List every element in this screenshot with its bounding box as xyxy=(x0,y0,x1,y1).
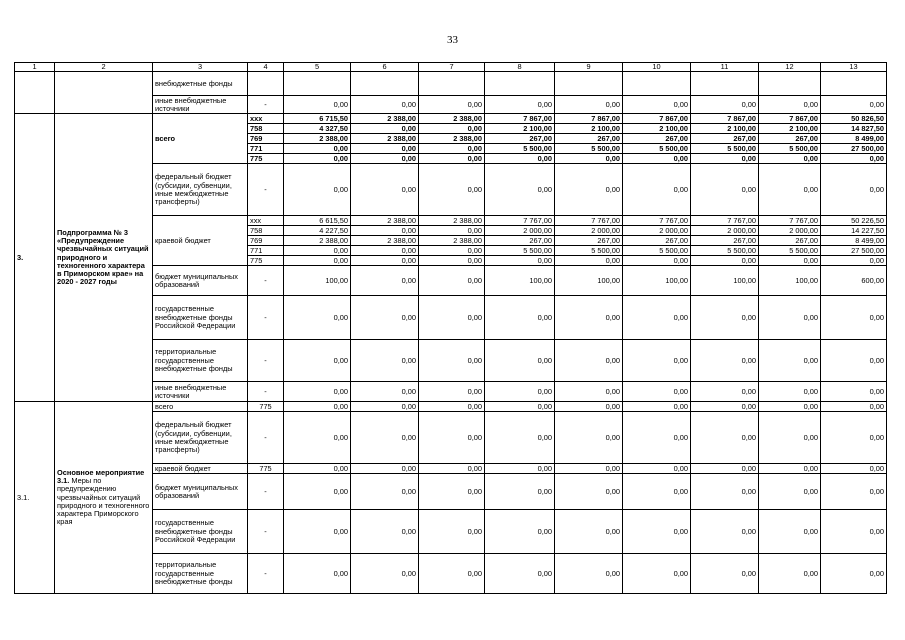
value-cell: 0,00 xyxy=(284,164,351,216)
value-cell: 0,00 xyxy=(555,474,623,510)
table-row xyxy=(15,72,887,96)
value-cell: 0,00 xyxy=(821,296,887,340)
budget-table xyxy=(14,62,887,594)
value-cell: 2 388,00 xyxy=(351,236,419,246)
column-number-row xyxy=(15,63,887,72)
value-cell: 0,00 xyxy=(623,164,691,216)
value-cell: 27 500,00 xyxy=(821,246,887,256)
value-cell: 0,00 xyxy=(485,402,555,412)
value-cell: 0,00 xyxy=(759,154,821,164)
column-number: 10 xyxy=(623,63,691,72)
value-cell: 5 500,00 xyxy=(691,246,759,256)
value-cell: 0,00 xyxy=(351,382,419,402)
value-cell: 0,00 xyxy=(419,266,485,296)
code-cell: - xyxy=(248,474,284,510)
value-cell: 2 100,00 xyxy=(485,124,555,134)
event-number: 3.1. xyxy=(15,402,55,594)
value-cell: 8 499,00 xyxy=(821,134,887,144)
value-cell: 0,00 xyxy=(691,96,759,114)
code-cell: 775 xyxy=(248,154,284,164)
value-cell: 2 388,00 xyxy=(419,216,485,226)
value-cell: 0,00 xyxy=(623,474,691,510)
funding-source: территориальные государственные внебюджетные фонды xyxy=(153,340,248,382)
value-cell: 5 500,00 xyxy=(759,144,821,154)
column-number: 11 xyxy=(691,63,759,72)
code-cell: xxx xyxy=(248,114,284,124)
funding-source: внебюджетные фонды xyxy=(153,72,248,96)
value-cell: 0,00 xyxy=(555,154,623,164)
value-cell: 2 100,00 xyxy=(759,124,821,134)
value-cell: 0,00 xyxy=(555,402,623,412)
value-cell: 0,00 xyxy=(691,554,759,594)
value-cell: 0,00 xyxy=(351,256,419,266)
code-cell: - xyxy=(248,412,284,464)
value-cell: 267,00 xyxy=(623,236,691,246)
column-number: 3 xyxy=(153,63,248,72)
value-cell: 0,00 xyxy=(821,340,887,382)
value-cell: 0,00 xyxy=(419,154,485,164)
value-cell: 0,00 xyxy=(351,266,419,296)
funding-source: бюджет муниципальных образований xyxy=(153,474,248,510)
code-cell: xxx xyxy=(248,216,284,226)
value-cell: 0,00 xyxy=(419,554,485,594)
funding-source: федеральный бюджет (субсидии, субвенции, иные межбюджетные трансферты) xyxy=(153,164,248,216)
event-title xyxy=(55,402,153,594)
code-cell: 775 xyxy=(248,256,284,266)
column-number: 12 xyxy=(759,63,821,72)
value-cell: 0,00 xyxy=(623,256,691,266)
value-cell: 0,00 xyxy=(555,296,623,340)
value-cell: 600,00 xyxy=(821,266,887,296)
column-number: 2 xyxy=(55,63,153,72)
value-cell: 0,00 xyxy=(759,96,821,114)
value-cell: 0,00 xyxy=(555,96,623,114)
value-cell: 0,00 xyxy=(419,464,485,474)
value-cell: 2 388,00 xyxy=(419,134,485,144)
value-cell: 0,00 xyxy=(284,340,351,382)
program-number: 3. xyxy=(15,114,55,402)
value-cell: 0,00 xyxy=(691,296,759,340)
value-cell: 100,00 xyxy=(284,266,351,296)
value-cell: 0,00 xyxy=(691,412,759,464)
funding-source: всего xyxy=(153,402,248,412)
value-cell: 5 500,00 xyxy=(555,246,623,256)
value-cell: 7 867,00 xyxy=(485,114,555,124)
value-cell: 0,00 xyxy=(284,464,351,474)
value-cell: 2 100,00 xyxy=(555,124,623,134)
value-cell: 0,00 xyxy=(419,96,485,114)
value-cell: 0,00 xyxy=(623,340,691,382)
value-cell: 7 767,00 xyxy=(759,216,821,226)
value-cell: 267,00 xyxy=(759,236,821,246)
value-cell: 2 100,00 xyxy=(691,124,759,134)
value-cell: 0,00 xyxy=(284,412,351,464)
value-cell: 0,00 xyxy=(419,474,485,510)
value-cell: 8 499,00 xyxy=(821,236,887,246)
value-cell: 0,00 xyxy=(691,474,759,510)
code-cell: 775 xyxy=(248,402,284,412)
value-cell: 2 388,00 xyxy=(284,134,351,144)
value-cell: 0,00 xyxy=(351,412,419,464)
value-cell: 0,00 xyxy=(691,164,759,216)
value-cell: 5 500,00 xyxy=(759,246,821,256)
code-cell: - xyxy=(248,510,284,554)
value-cell: 0,00 xyxy=(691,382,759,402)
value-cell: 0,00 xyxy=(485,474,555,510)
value-cell: 5 500,00 xyxy=(623,144,691,154)
value-cell: 0,00 xyxy=(623,510,691,554)
code-cell: - xyxy=(248,96,284,114)
value-cell: 267,00 xyxy=(485,134,555,144)
value-cell: 14 827,50 xyxy=(821,124,887,134)
value-cell: 0,00 xyxy=(555,412,623,464)
value-cell: 0,00 xyxy=(351,402,419,412)
value-cell: 0,00 xyxy=(691,464,759,474)
value-cell: 0,00 xyxy=(821,256,887,266)
code-cell xyxy=(248,72,284,96)
value-cell: 0,00 xyxy=(555,554,623,594)
code-cell: 769 xyxy=(248,134,284,144)
value-cell: 2 388,00 xyxy=(351,114,419,124)
value-cell: 0,00 xyxy=(485,554,555,594)
value-cell: 2 000,00 xyxy=(555,226,623,236)
value-cell: 0,00 xyxy=(419,412,485,464)
funding-source: государственные внебюджетные фонды Российской Федерации xyxy=(153,296,248,340)
table-row xyxy=(15,114,887,124)
value-cell: 0,00 xyxy=(284,510,351,554)
value-cell: 0,00 xyxy=(485,154,555,164)
value-cell: 0,00 xyxy=(351,464,419,474)
value-cell: 4 227,50 xyxy=(284,226,351,236)
funding-source: краевой бюджет xyxy=(153,464,248,474)
value-cell: 0,00 xyxy=(821,164,887,216)
column-number: 6 xyxy=(351,63,419,72)
value-cell: 0,00 xyxy=(351,474,419,510)
value-cell: 5 500,00 xyxy=(555,144,623,154)
value-cell: 0,00 xyxy=(419,296,485,340)
value-cell: 0,00 xyxy=(821,382,887,402)
value-cell: 0,00 xyxy=(351,226,419,236)
value-cell: 2 388,00 xyxy=(419,236,485,246)
table-row xyxy=(15,402,887,412)
funding-source: иные внебюджетные источники xyxy=(153,96,248,114)
value-cell: 0,00 xyxy=(485,96,555,114)
value-cell: 267,00 xyxy=(691,134,759,144)
value-cell: 100,00 xyxy=(555,266,623,296)
code-cell: 771 xyxy=(248,144,284,154)
value-cell: 0,00 xyxy=(759,164,821,216)
value-cell: 14 227,50 xyxy=(821,226,887,236)
value-cell: 0,00 xyxy=(623,382,691,402)
value-cell: 0,00 xyxy=(821,464,887,474)
code-cell: - xyxy=(248,382,284,402)
value-cell: 267,00 xyxy=(759,134,821,144)
column-number: 13 xyxy=(821,63,887,72)
value-cell: 0,00 xyxy=(419,164,485,216)
value-cell: 0,00 xyxy=(691,154,759,164)
value-cell: 0,00 xyxy=(419,124,485,134)
value-cell: 0,00 xyxy=(623,96,691,114)
value-cell: 267,00 xyxy=(555,134,623,144)
value-cell xyxy=(623,72,691,96)
value-cell: 5 500,00 xyxy=(691,144,759,154)
title-cell xyxy=(55,72,153,114)
value-cell: 2 388,00 xyxy=(351,134,419,144)
value-cell: 0,00 xyxy=(351,164,419,216)
value-cell: 7 867,00 xyxy=(759,114,821,124)
program-title: Подпрограмма № 3 «Предупреждение чрезвычайных ситуаций природного и техногенного характера в Приморском крае» на 2020 - 2027 годы xyxy=(55,114,153,402)
value-cell xyxy=(555,72,623,96)
value-cell xyxy=(351,72,419,96)
value-cell: 4 327,50 xyxy=(284,124,351,134)
value-cell: 0,00 xyxy=(419,402,485,412)
code-cell: - xyxy=(248,296,284,340)
value-cell xyxy=(284,72,351,96)
value-cell: 2 000,00 xyxy=(485,226,555,236)
value-cell: 0,00 xyxy=(485,382,555,402)
value-cell: 0,00 xyxy=(821,510,887,554)
value-cell: 0,00 xyxy=(821,154,887,164)
funding-source: территориальные государственные внебюджетные фонды xyxy=(153,554,248,594)
value-cell: 0,00 xyxy=(284,246,351,256)
value-cell: 0,00 xyxy=(623,154,691,164)
value-cell xyxy=(821,72,887,96)
value-cell: 2 000,00 xyxy=(623,226,691,236)
code-cell: 758 xyxy=(248,124,284,134)
value-cell: 0,00 xyxy=(555,340,623,382)
value-cell: 7 867,00 xyxy=(623,114,691,124)
value-cell: 0,00 xyxy=(555,382,623,402)
value-cell: 7 867,00 xyxy=(691,114,759,124)
budget-table-body xyxy=(15,63,887,594)
column-number: 8 xyxy=(485,63,555,72)
event-title-rest: Меры по предупреждению чрезвычайных ситуаций природного и техногенного характера Приморского края xyxy=(57,476,150,527)
value-cell: 0,00 xyxy=(419,226,485,236)
value-cell: 0,00 xyxy=(623,412,691,464)
value-cell: 0,00 xyxy=(351,296,419,340)
value-cell: 0,00 xyxy=(284,256,351,266)
value-cell xyxy=(419,72,485,96)
value-cell: 7 767,00 xyxy=(623,216,691,226)
value-cell: 267,00 xyxy=(623,134,691,144)
value-cell: 0,00 xyxy=(351,340,419,382)
value-cell: 0,00 xyxy=(759,554,821,594)
value-cell: 0,00 xyxy=(419,510,485,554)
page-number: 33 xyxy=(447,34,458,46)
value-cell: 0,00 xyxy=(691,510,759,554)
value-cell: 0,00 xyxy=(821,96,887,114)
value-cell: 0,00 xyxy=(284,554,351,594)
value-cell: 0,00 xyxy=(284,144,351,154)
value-cell: 0,00 xyxy=(419,340,485,382)
value-cell: 0,00 xyxy=(351,124,419,134)
funding-source: всего xyxy=(153,114,248,164)
value-cell: 0,00 xyxy=(623,402,691,412)
value-cell: 0,00 xyxy=(759,340,821,382)
number-cell xyxy=(15,72,55,114)
code-cell: 758 xyxy=(248,226,284,236)
value-cell: 0,00 xyxy=(759,510,821,554)
value-cell: 0,00 xyxy=(351,554,419,594)
value-cell: 0,00 xyxy=(821,412,887,464)
value-cell: 0,00 xyxy=(284,154,351,164)
value-cell: 2 388,00 xyxy=(419,114,485,124)
value-cell: 50 226,50 xyxy=(821,216,887,226)
value-cell: 0,00 xyxy=(623,554,691,594)
value-cell: 100,00 xyxy=(759,266,821,296)
value-cell: 0,00 xyxy=(759,296,821,340)
event-title-bold: Основное мероприятие 3.1. xyxy=(57,467,145,486)
funding-source: государственные внебюджетные фонды Российской Федерации xyxy=(153,510,248,554)
funding-source: краевой бюджет xyxy=(153,216,248,266)
value-cell: 2 000,00 xyxy=(691,226,759,236)
value-cell: 0,00 xyxy=(485,296,555,340)
column-number: 4 xyxy=(248,63,284,72)
value-cell: 0,00 xyxy=(555,464,623,474)
value-cell: 0,00 xyxy=(419,144,485,154)
value-cell: 0,00 xyxy=(623,296,691,340)
value-cell: 0,00 xyxy=(759,256,821,266)
value-cell: 100,00 xyxy=(623,266,691,296)
value-cell xyxy=(759,72,821,96)
code-cell: - xyxy=(248,340,284,382)
code-cell: 775 xyxy=(248,464,284,474)
value-cell: 0,00 xyxy=(284,382,351,402)
value-cell: 0,00 xyxy=(419,256,485,266)
value-cell: 0,00 xyxy=(284,474,351,510)
value-cell: 0,00 xyxy=(351,510,419,554)
value-cell: 7 767,00 xyxy=(555,216,623,226)
value-cell: 2 388,00 xyxy=(284,236,351,246)
value-cell: 0,00 xyxy=(759,464,821,474)
value-cell: 0,00 xyxy=(821,554,887,594)
value-cell: 267,00 xyxy=(691,236,759,246)
value-cell: 0,00 xyxy=(691,256,759,266)
code-cell: - xyxy=(248,266,284,296)
value-cell: 2 100,00 xyxy=(623,124,691,134)
value-cell: 0,00 xyxy=(691,402,759,412)
value-cell: 6 715,50 xyxy=(284,114,351,124)
value-cell: 0,00 xyxy=(284,296,351,340)
value-cell xyxy=(485,72,555,96)
value-cell: 6 615,50 xyxy=(284,216,351,226)
value-cell: 0,00 xyxy=(821,402,887,412)
column-number: 1 xyxy=(15,63,55,72)
value-cell: 5 500,00 xyxy=(485,144,555,154)
value-cell: 0,00 xyxy=(691,340,759,382)
value-cell: 0,00 xyxy=(351,246,419,256)
value-cell: 0,00 xyxy=(821,474,887,510)
value-cell: 0,00 xyxy=(759,402,821,412)
value-cell: 0,00 xyxy=(284,402,351,412)
value-cell: 0,00 xyxy=(759,412,821,464)
value-cell: 100,00 xyxy=(485,266,555,296)
value-cell: 0,00 xyxy=(759,382,821,402)
value-cell: 0,00 xyxy=(419,246,485,256)
value-cell: 2 388,00 xyxy=(351,216,419,226)
value-cell: 0,00 xyxy=(351,144,419,154)
code-cell: - xyxy=(248,164,284,216)
value-cell: 7 767,00 xyxy=(485,216,555,226)
value-cell: 0,00 xyxy=(485,510,555,554)
value-cell xyxy=(691,72,759,96)
value-cell: 0,00 xyxy=(284,96,351,114)
value-cell: 50 826,50 xyxy=(821,114,887,124)
column-number: 5 xyxy=(284,63,351,72)
value-cell: 0,00 xyxy=(555,256,623,266)
code-cell: 769 xyxy=(248,236,284,246)
value-cell: 0,00 xyxy=(485,464,555,474)
value-cell: 0,00 xyxy=(485,412,555,464)
value-cell: 5 500,00 xyxy=(623,246,691,256)
value-cell: 0,00 xyxy=(351,96,419,114)
value-cell: 27 500,00 xyxy=(821,144,887,154)
funding-source: иные внебюджетные источники xyxy=(153,382,248,402)
value-cell: 0,00 xyxy=(485,164,555,216)
value-cell: 0,00 xyxy=(623,464,691,474)
code-cell: - xyxy=(248,554,284,594)
value-cell: 0,00 xyxy=(485,256,555,266)
value-cell: 2 000,00 xyxy=(759,226,821,236)
value-cell: 100,00 xyxy=(691,266,759,296)
value-cell: 5 500,00 xyxy=(485,246,555,256)
value-cell: 0,00 xyxy=(485,340,555,382)
value-cell: 0,00 xyxy=(759,474,821,510)
value-cell: 0,00 xyxy=(419,382,485,402)
column-number: 7 xyxy=(419,63,485,72)
value-cell: 7 767,00 xyxy=(691,216,759,226)
value-cell: 0,00 xyxy=(555,510,623,554)
code-cell: 771 xyxy=(248,246,284,256)
funding-source: федеральный бюджет (субсидии, субвенции, иные межбюджетные трансферты) xyxy=(153,412,248,464)
value-cell: 267,00 xyxy=(555,236,623,246)
funding-source: бюджет муниципальных образований xyxy=(153,266,248,296)
value-cell: 0,00 xyxy=(555,164,623,216)
value-cell: 267,00 xyxy=(485,236,555,246)
value-cell: 7 867,00 xyxy=(555,114,623,124)
value-cell: 0,00 xyxy=(351,154,419,164)
column-number: 9 xyxy=(555,63,623,72)
